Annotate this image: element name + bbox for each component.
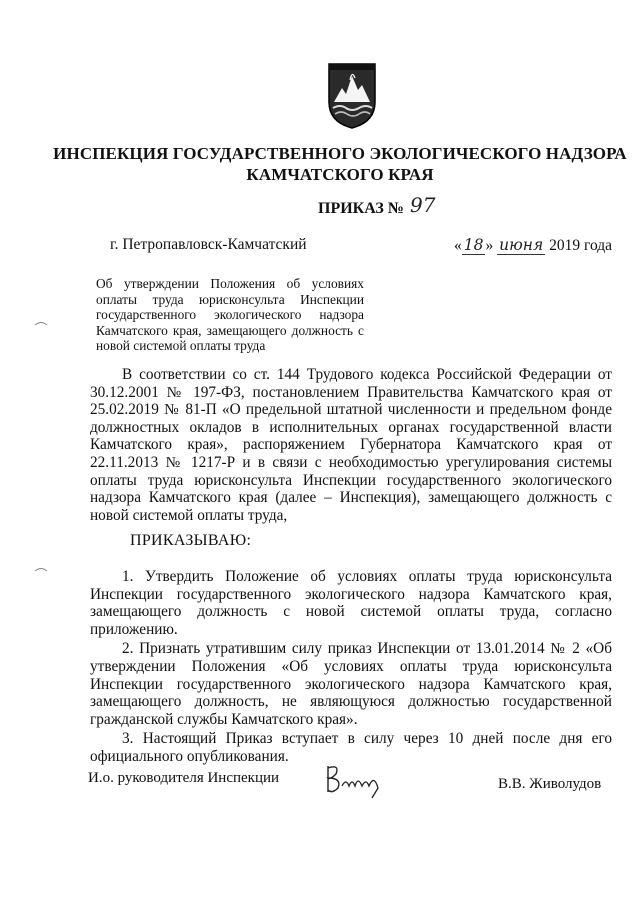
order-item-1: 1. Утвердить Положение об условиях оплаты труда юрисконсульта Инспекции государственного экологического надзора Камчатского края, замещающего должность с новой системой оплаты труда, согласно приложению. xyxy=(90,568,612,638)
order-number: 97 xyxy=(410,193,436,217)
signatory-name: В.В. Живолудов xyxy=(498,776,602,792)
order-subject: Об утверждении Положения об условиях оплаты труда юрисконсульта Инспекции государственного экологического надзора Камчатского края, замещающего должность с новой системой оплаты труда xyxy=(96,276,364,354)
signatory-role: И.о. руководителя Инспекции xyxy=(88,770,280,786)
organization-title-line1: ИНСПЕКЦИЯ ГОСУДАРСТВЕННОГО ЭКОЛОГИЧЕСКОГО НАДЗОРА xyxy=(53,144,627,163)
order-directive-word: ПРИКАЗЫВАЮ: xyxy=(130,532,252,549)
date-line xyxy=(454,236,612,255)
date-day: 18 xyxy=(463,236,484,254)
preamble-paragraph: В соответствии со ст. 144 Трудового кодекса Российской Федерации от 30.12.2001 № 197-ФЗ, постановлением Правительства Камчатского края от 25.02.2019 № 81-П «О предельной штатной численности и предельном фонде должностных окладов в исполнительных органах государственной власти Камчатского края», распоряжением Губернатора Камчатского края от 22.11.2013 № 1217-Р и в связи с необходимостью урегулирования системы оплаты труда юрисконсульта Инспекции государственного экологического надзора Камчатского края (далее – Инспекция), замещающего должность с новой системой оплаты труда, xyxy=(90,366,612,524)
order-items xyxy=(90,568,612,768)
order-item-2: 2. Признать утратившим силу приказ Инспекции от 13.01.2014 № 2 «Об утверждении Положения «Об условиях оплаты труда юрисконсульта Инспекции государственного экологического надзора Камчатского края, замещающего должность, не являющуюся должностью государственной гражданской службы Камчатского края». xyxy=(90,640,612,728)
date-quote-open: « xyxy=(454,237,462,254)
date-quote-close: » xyxy=(485,237,494,254)
date-year: 2019 года xyxy=(549,237,613,254)
scan-mark-icon xyxy=(34,320,48,326)
order-preamble xyxy=(90,366,612,524)
order-title: ПРИКАЗ № xyxy=(318,200,404,217)
city-line: г. Петропавловск-Камчатский xyxy=(110,236,307,253)
kamchatka-coat-of-arms-icon xyxy=(326,58,378,130)
handwritten-signature-icon xyxy=(322,760,386,800)
order-item-3: 3. Настоящий Приказ вступает в силу через 10 дней после дня его официального опубликования. xyxy=(90,730,612,765)
scan-mark-icon xyxy=(34,566,48,572)
organization-title-line2: КАМЧАТСКОГО КРАЯ xyxy=(246,165,434,184)
organization-title xyxy=(40,143,640,185)
date-month: июня xyxy=(499,236,544,254)
